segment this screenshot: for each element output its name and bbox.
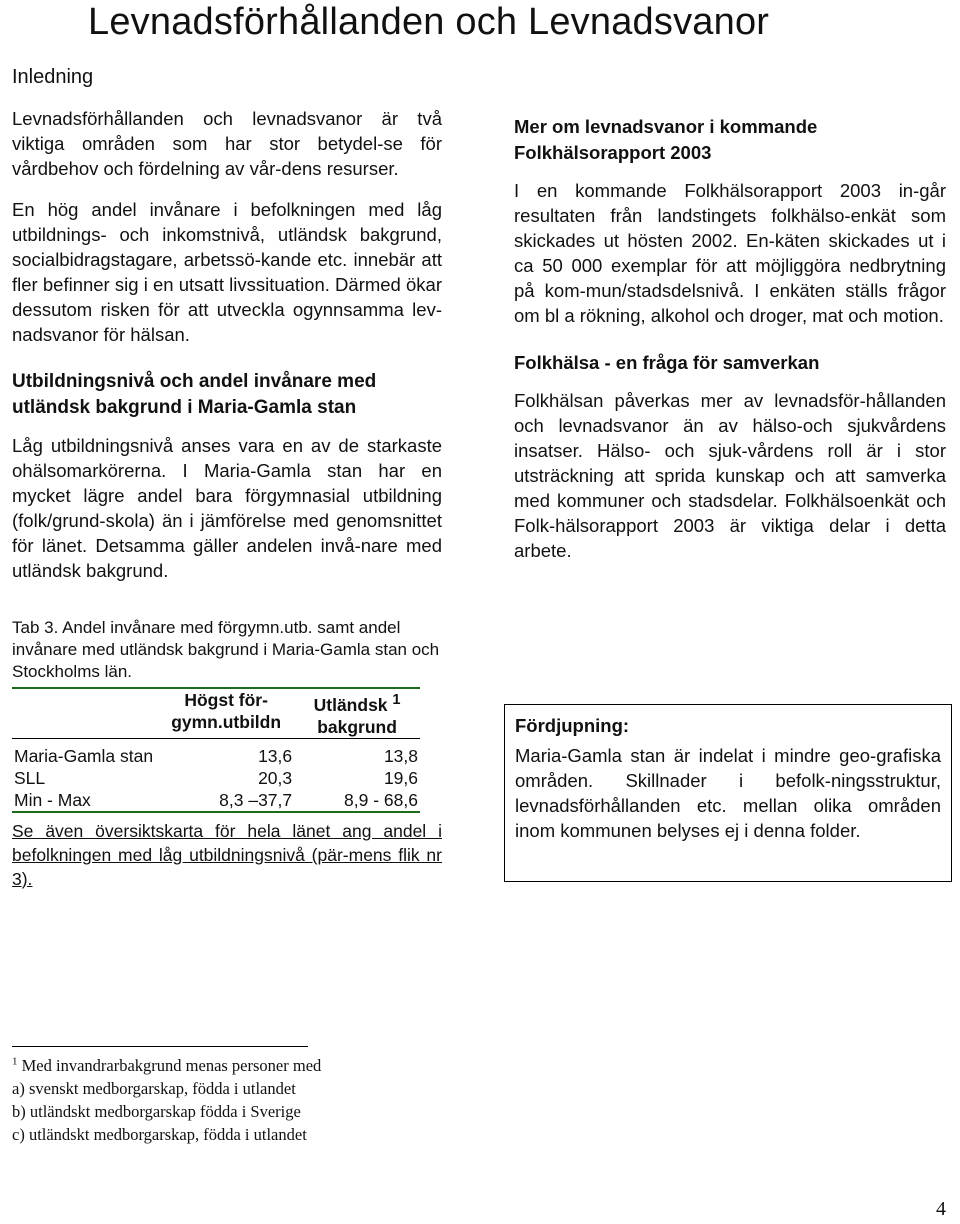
deepening-box: [504, 704, 952, 882]
table-header-row: [12, 688, 420, 738]
column-header-foreign-label: Utländsk: [313, 694, 388, 715]
table-row: [12, 738, 420, 767]
see-also-link[interactable]: Se även översiktskarta för hela länet ang andel i befolkningen med låg utbildningsnivå (pär-mens flik nr 3).: [12, 820, 442, 889]
column-header-foreign-label-2: bakgrund: [317, 716, 397, 737]
footnotes: [12, 1054, 432, 1146]
more-heading: Mer om levnadsvanor i kommande Folkhälsorapport 2003: [514, 116, 818, 163]
cell-low-education: 8,3 –37,7: [219, 789, 293, 810]
page-number: 4: [936, 1198, 946, 1220]
row-label: SLL: [14, 767, 46, 788]
cooperation-paragraph: Folkhälsan påverkas mer av levnadsför-hållanden och levnadsvanor än av hälso-och sjukvårdens insatser. Hälso- och sjuk-vårdens roll är i stor utsträckning att sprida kunskap och att samverka med kommuner och stadsdelar. Folkhälsoenkät och Folk-hälsorapport 2003 är viktiga delar i detta arbete.: [514, 390, 946, 561]
column-header-foreign-background: [294, 688, 420, 738]
table-row: [12, 767, 420, 789]
deepening-paragraph: Maria-Gamla stan är indelat i mindre geo-grafiska områden. Skillnader i befolk-ningsstruktur, levnadsförhållanden etc. mellan olika områden inom kommunen belyses ej i denna folder.: [515, 745, 941, 841]
right-column: [514, 114, 946, 579]
intro-paragraph-1: Levnadsförhållanden och levnadsvanor är två viktiga områden som har stor betydel-se för vårdbehov och fördelning av vår-dens resurser.: [12, 108, 442, 179]
cell-foreign-background: 19,6: [383, 767, 418, 788]
cooperation-heading: Folkhälsa - en fråga för samverkan: [514, 352, 820, 373]
page-title: Levnadsförhållanden och Levnadsvanor: [88, 1, 770, 43]
cell-low-education: 20,3: [258, 767, 293, 788]
left-column: [12, 64, 442, 891]
footnote-line: [12, 1054, 432, 1077]
education-paragraph: Låg utbildningsnivå anses vara en av de starkaste ohälsomarkörerna. I Maria-Gamla stan har en mycket lägre andel bara förgymnasial utbildning (folk/grund-skola) än i jämförelse med genomsnittet för länet. Detsamma gäller andelen invå-nare med utländsk bakgrund.: [12, 435, 442, 581]
intro-heading: Inledning: [12, 66, 94, 88]
cell-foreign-background: 13,8: [383, 745, 418, 766]
table-row: [12, 789, 420, 812]
footnote-line: a) svenskt medborgarskap, födda i utlandet: [12, 1079, 296, 1098]
table-caption: Tab 3. Andel invånare med förgymn.utb. samt andel invånare med utländsk bakgrund i Maria-Gamla stan och Stockholms län.: [12, 618, 440, 681]
footnote-divider: [12, 1046, 308, 1047]
intro-paragraph-2: En hög andel invånare i befolkningen med låg utbildnings- och inkomstnivå, utländsk bakgrund, socialbidragstagare, arbetssö-kande etc. innebär att fler befinner sig i en utsatt livssituation. Därmed ökar dessutom risken för att utveckla ogynnsamma lev-nadsvanor för hälsan.: [12, 199, 442, 345]
cell-foreign-background: 8,9 - 68,6: [344, 789, 418, 810]
deepening-heading: Fördjupning:: [515, 715, 630, 736]
row-label: Maria-Gamla stan: [14, 745, 154, 766]
footnote-marker: 1: [392, 692, 401, 708]
column-header-low-education: Högst för-gymn.utbildn: [171, 690, 282, 732]
footnote-text: Med invandrarbakgrund menas personer med: [21, 1056, 322, 1075]
footnote-line: b) utländskt medborgarskap födda i Sverige: [12, 1102, 301, 1121]
education-heading: Utbildningsnivå och andel invånare med utländsk bakgrund i Maria-Gamla stan: [12, 371, 377, 418]
education-table: [12, 687, 420, 813]
more-paragraph: I en kommande Folkhälsorapport 2003 in-går resultaten från landstingets folkhälso-enkät som skickades ut hösten 2002. En-käten skickades ut i ca 50 000 exemplar för att möjliggöra nedbrytning på kom-mun/stadsdelsnivå. I enkäten ställs frågor om bl a rökning, alkohol och droger, mat och motion.: [514, 180, 946, 326]
footnote-number: 1: [12, 1055, 18, 1068]
cell-low-education: 13,6: [258, 745, 293, 766]
footnote-line: c) utländskt medborgarskap, födda i utlandet: [12, 1125, 307, 1144]
row-label: Min - Max: [14, 789, 91, 810]
